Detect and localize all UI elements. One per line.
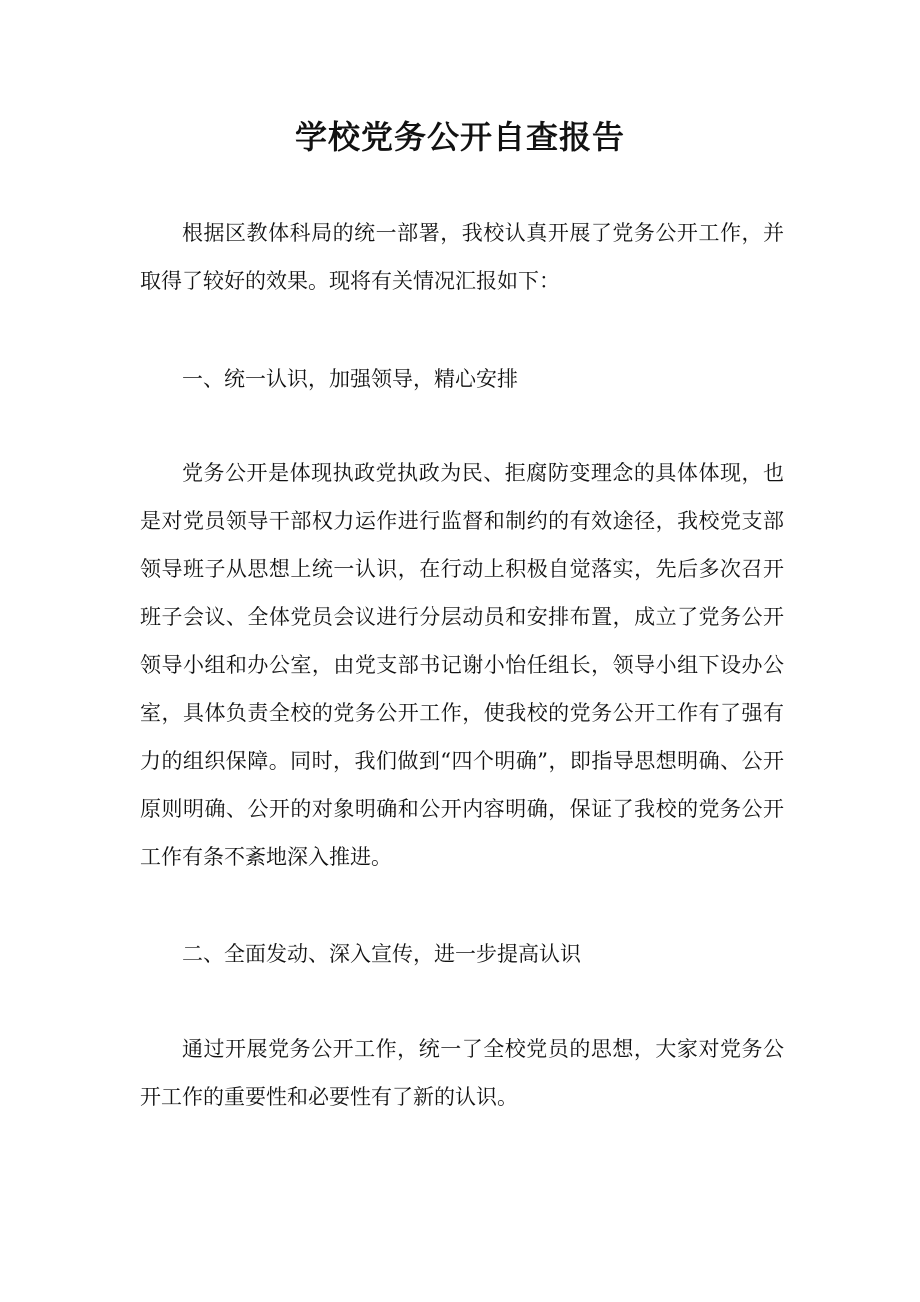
section-1-body: 党务公开是体现执政党执政为民、拒腐防变理念的具体体现，也是对党员领导干部权力运作进行监督和制约的有效途径，我校党支部领导班子从思想上统一认识，在行动上积极自觉落实，先后多次召开班子会议、全体党员会议进行分层动员和安排布置，成立了党务公开领导小组和办公室，由党支部书记谢小怡任组长，领导小组下设办公室，具体负责全校的党务公开工作，使我校的党务公开工作有了强有力的组织保障。同时，我们做到“四个明确”，即指导思想明确、公开原则明确、公开的对象明确和公开内容明确，保证了我校的党务公开工作有条不紊地深入推进。 (140, 461, 784, 869)
section-2-body: 通过开展党务公开工作，统一了全校党员的思想，大家对党务公开工作的重要性和必要性有了新的认识。 (140, 1037, 784, 1109)
section-2-heading: 二、全面发动、深入宣传，进一步提高认识 (182, 942, 581, 966)
document-title: 学校党务公开自查报告 (294, 118, 625, 156)
section-1-heading: 一、统一认识，加强领导，精心安排 (182, 367, 518, 391)
intro-paragraph: 根据区教体科局的统一部署，我校认真开展了党务公开工作，并取得了较好的效果。现将有关情况汇报如下： (140, 221, 784, 293)
